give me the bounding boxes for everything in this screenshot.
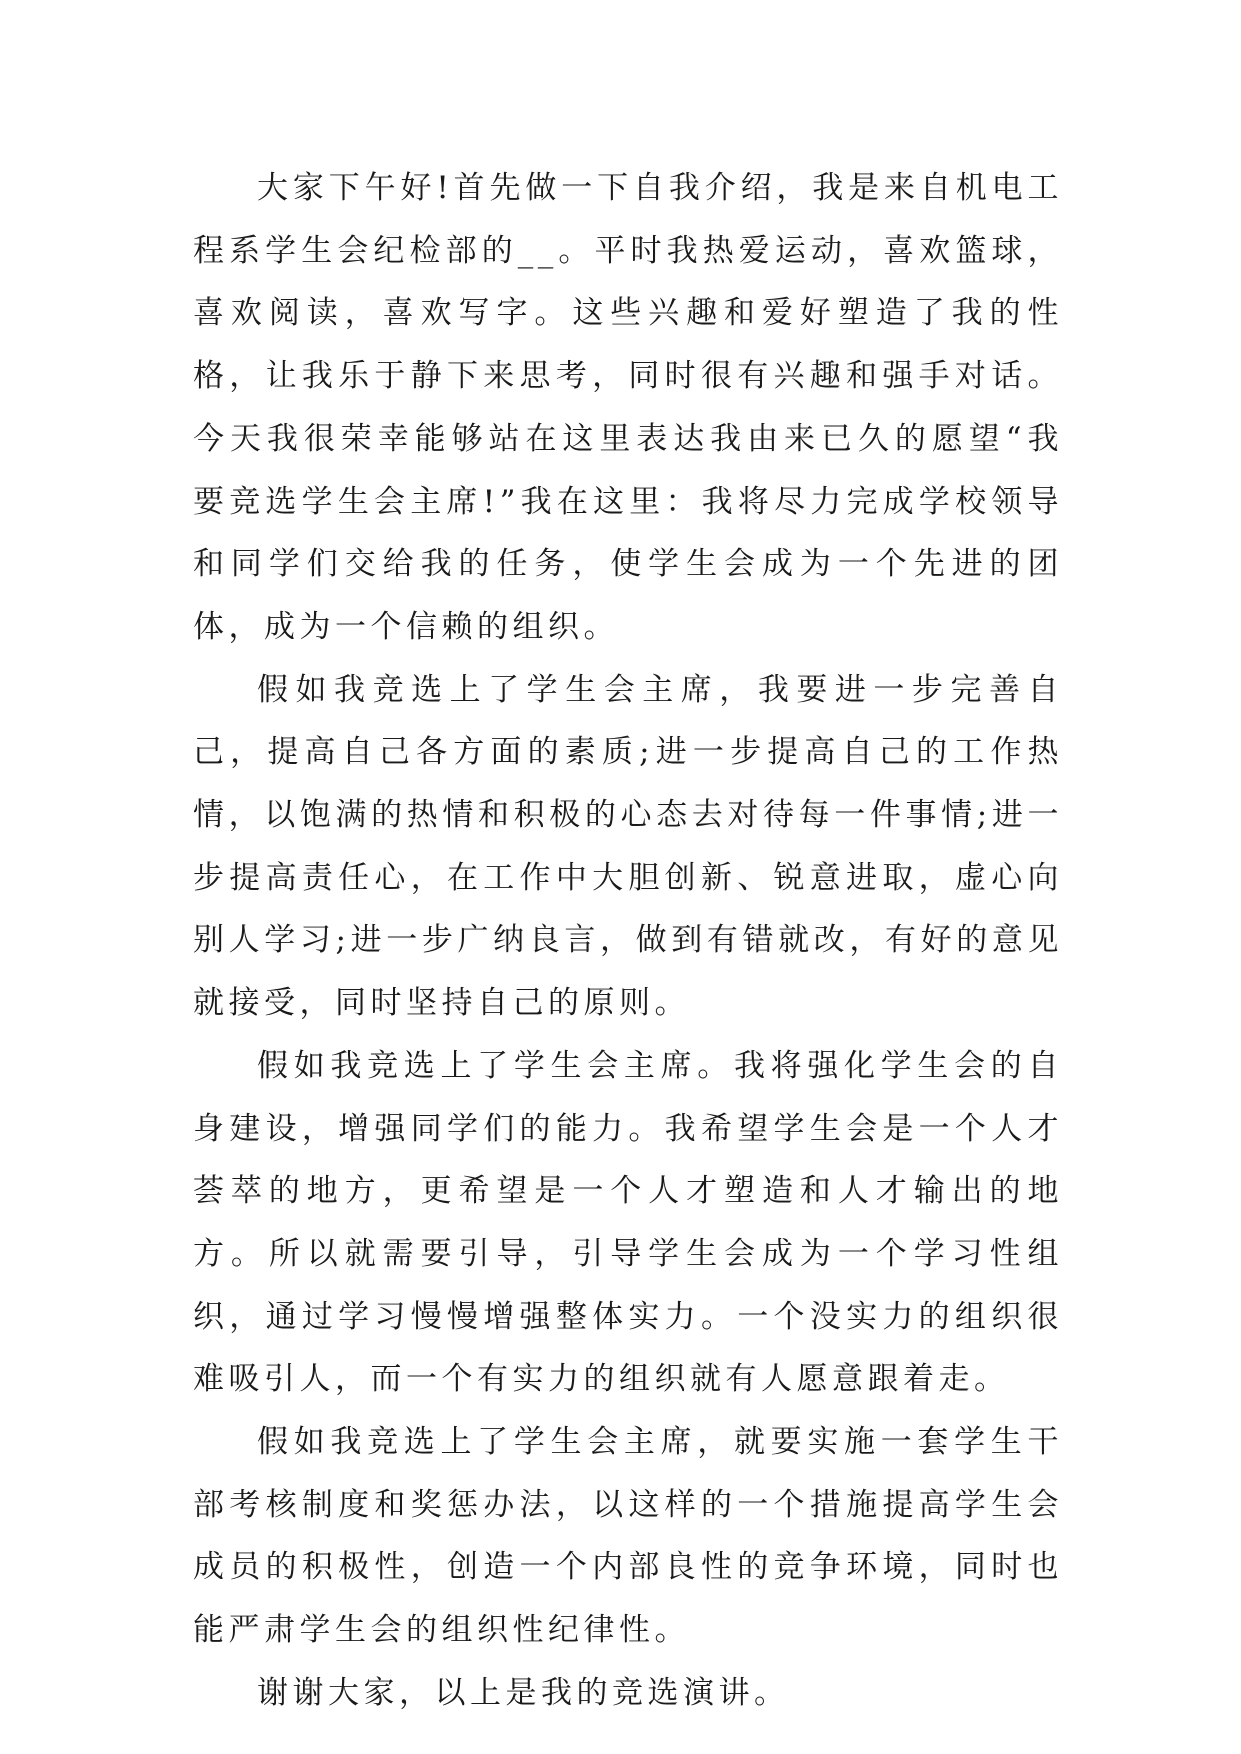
paragraph-closing: 谢谢大家，以上是我的竞选演讲。 — [257, 1674, 790, 1711]
paragraph-evaluation-system: 假如我竞选上了学生会主席，就要实施一套学生干部考核制度和奖惩办法，以这样的一个措施提高学生会成员的积极性，创造一个内部良性的竞争环境，同时也能严肃学生会的组织性纪律性。 — [193, 1424, 1063, 1649]
paragraph-introduction: 大家下午好!首先做一下自我介绍，我是来自机电工程系学生会纪检部的__。平时我热爱运动，喜欢篮球，喜欢阅读，喜欢写字。这些兴趣和爱好塑造了我的性格，让我乐于静下来思考，同时很有兴趣和强手对话。今天我很荣幸能够站在这里表达我由来已久的愿望“我要竞选学生会主席!”我在这里：我将尽力完成学校领导和同学们交给我的任务，使学生会成为一个先进的团体，成为一个信赖的组织。 — [193, 170, 1063, 645]
paragraph-self-improvement: 假如我竞选上了学生会主席，我要进一步完善自己，提高自己各方面的素质;进一步提高自己的工作热情，以饱满的热情和积极的心态去对待每一件事情;进一步提高责任心，在工作中大胆创新、锐意进取，虚心向别人学习;进一步广纳良言，做到有错就改，有好的意见就接受，同时坚持自己的原则。 — [193, 671, 1063, 1022]
speech-body — [193, 157, 1063, 1725]
paragraph-organization-building: 假如我竞选上了学生会主席。我将强化学生会的自身建设，增强同学们的能力。我希望学生会是一个人才荟萃的地方，更希望是一个人才塑造和人才输出的地方。所以就需要引导，引导学生会成为一个学习性组织，通过学习慢慢增强整体实力。一个没实力的组织很难吸引人，而一个有实力的组织就有人愿意跟着走。 — [193, 1047, 1063, 1398]
